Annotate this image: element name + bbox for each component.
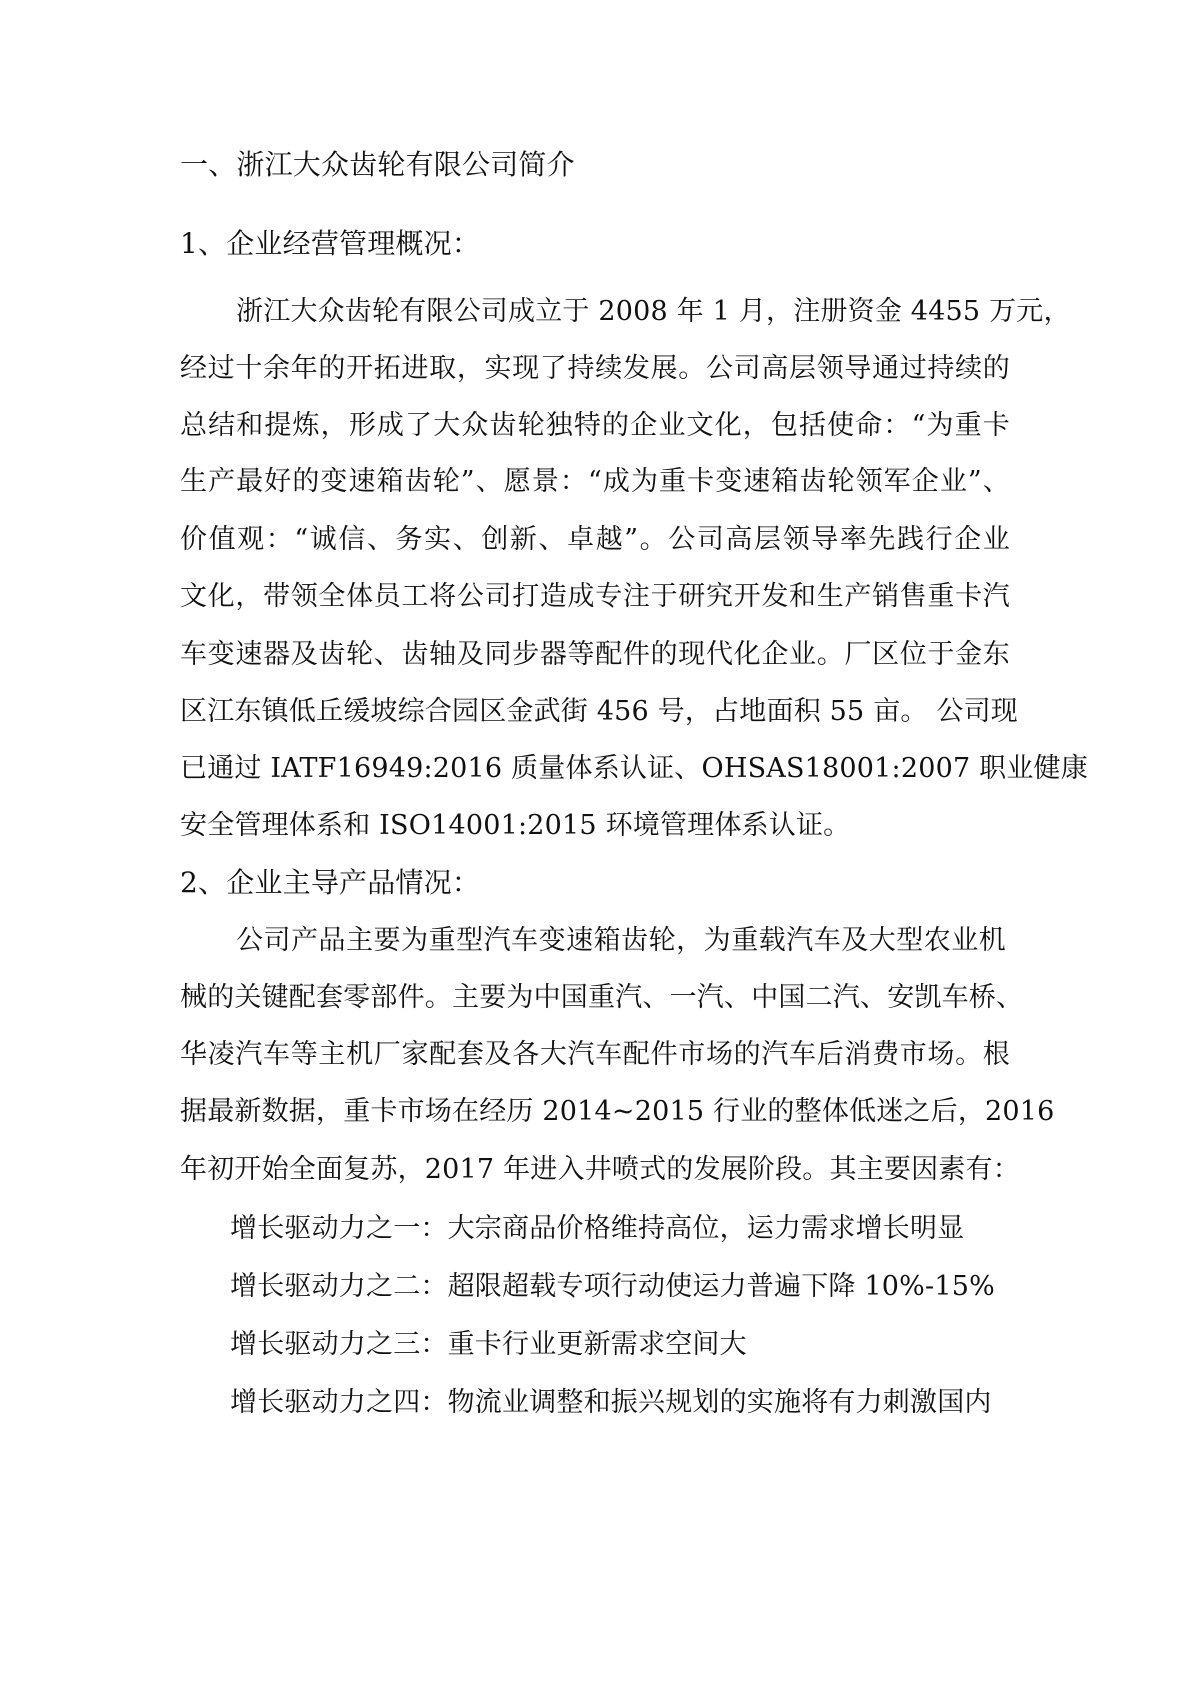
paragraph-line: 车变速器及齿轮、齿轴及同步器等配件的现代化企业。厂区位于金东	[180, 639, 1010, 670]
growth-driver-item: 增长驱动力之三：重卡行业更新需求空间大	[230, 1329, 747, 1360]
paragraph-line: 械的关键配套零部件。主要为中国重汽、一汽、中国二汽、安凯车桥、	[180, 982, 1024, 1013]
growth-driver-item: 增长驱动力之四：物流业调整和振兴规划的实施将有力刺激国内	[230, 1387, 992, 1418]
paragraph-line: 生产最好的变速箱齿轮”、愿景：“成为重卡变速箱齿轮领军企业”、	[180, 466, 1010, 497]
paragraph-line: 年初开始全面复苏，2017 年进入井喷式的发展阶段。其主要因素有：	[180, 1154, 1020, 1185]
paragraph-line: 公司产品主要为重型汽车变速箱齿轮，为重载汽车及大型农业机	[236, 925, 1006, 956]
paragraph-line: 区江东镇低丘缓坡综合园区金武街 456 号，占地面积 55 亩。 公司现	[180, 696, 1019, 727]
growth-driver-item: 增长驱动力之一：大宗商品价格维持高位，运力需求增长明显	[230, 1213, 965, 1244]
paragraph-line: 已通过 IATF16949:2016 质量体系认证、OHSAS18001:2007 职业健康	[180, 753, 1088, 784]
paragraph-line: 经过十余年的开拓进取，实现了持续发展。公司高层领导通过持续的	[180, 353, 1010, 384]
paragraph-line: 价值观：“诚信、务实、创新、卓越”。公司高层领导率先践行企业	[180, 524, 1010, 555]
paragraph-line: 总结和提炼，形成了大众齿轮独特的企业文化，包括使命：“为重卡	[180, 410, 1010, 441]
subsection-title-1: 1、企业经营管理概况：	[180, 227, 481, 260]
paragraph-line: 华凌汽车等主机厂家配套及各大汽车配件市场的汽车后消费市场。根	[180, 1039, 1010, 1070]
growth-driver-item: 增长驱动力之二：超限超载专项行动使运力普遍下降 10%-15%	[230, 1271, 995, 1302]
paragraph-line: 据最新数据，重卡市场在经历 2014~2015 行业的整体低迷之后，2016	[180, 1096, 1055, 1127]
paragraph-line: 安全管理体系和 ISO14001:2015 环境管理体系认证。	[180, 810, 851, 841]
subsection-title-2: 2、企业主导产品情况：	[180, 866, 481, 899]
paragraph-line: 文化，带领全体员工将公司打造成专注于研究开发和生产销售重卡汽	[180, 581, 1010, 612]
section-title: 一、浙江大众齿轮有限公司简介	[180, 148, 575, 181]
paragraph-line: 浙江大众齿轮有限公司成立于 2008 年 1 月，注册资金 4455 万元，	[236, 296, 1071, 327]
